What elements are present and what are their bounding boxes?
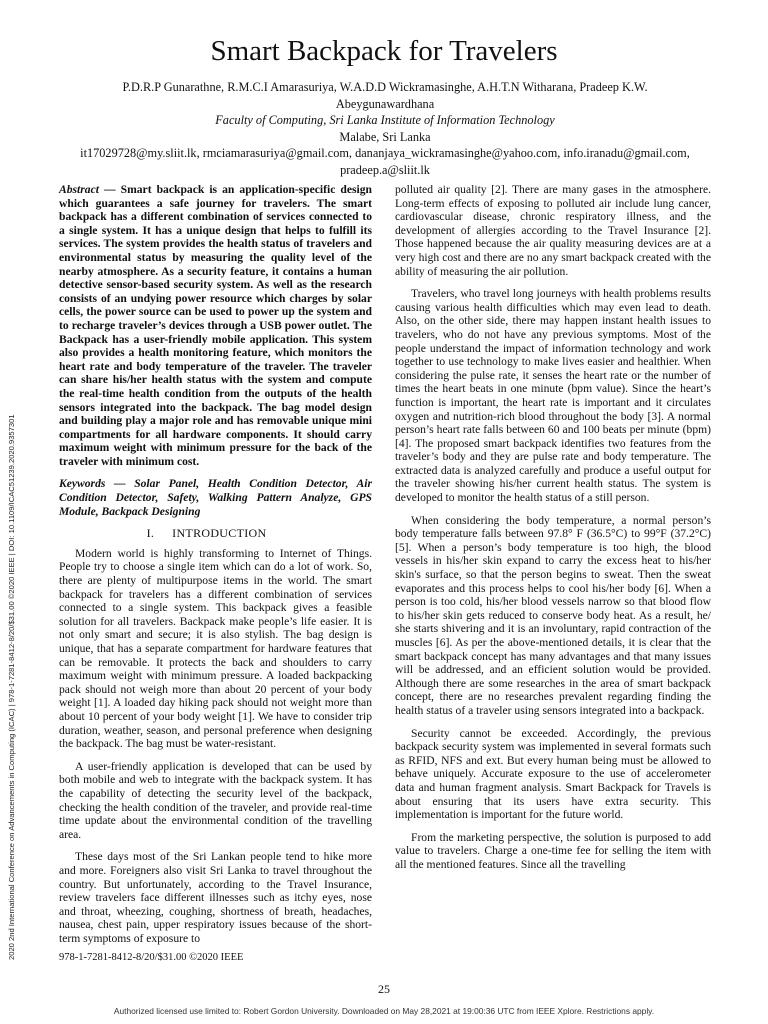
section-heading-introduction xyxy=(59,527,372,541)
keywords: Keywords — Solar Panel, Health Condition Detector, Air Condition Detector, Safety, Walking Pattern Analyze, GPS Module, Backpack Designing xyxy=(59,477,372,518)
paragraph-continued: polluted air quality [2]. There are many gases in the atmosphere. Long-term effects of exposing to polluted air include lung cancer, cardiovascular disease, chronic respiratory illness, and the development of allergies according to the Travel Insurance [2]. Those happened because the air quality measuring devices are at a very high cost and there are no any smart backpack created with the ability of measuring the air pollution. xyxy=(395,183,711,278)
location: Malabe, Sri Lanka xyxy=(339,129,431,144)
conference-sidebar: 2020 2nd International Conference on Advancements in Computing (ICAC) | 978-1-7281-8412-8/20/$31.00 ©2020 IEEE | DOI: 10.1109/ICAC51239.2020.9357301 xyxy=(7,414,16,960)
paragraph: A user-friendly application is developed that can be used by both mobile and web to integrate with the backpack system. It has the capability of detecting the security level of the backpack, checking the health condition of the traveler, and provide real-time time update about the environmental condition of the travelling area. xyxy=(59,759,372,841)
emails-line-2: pradeep.a@sliit.lk xyxy=(340,162,430,177)
emails-line-1: it17029728@my.sliit.lk, rmciamarasuriya@gmail.com, dananjaya_wickramasinghe@yahoo.com, info.iranadu@gmail.com, xyxy=(80,146,690,160)
authors-line-2: Abeygunawardhana xyxy=(335,96,435,111)
license-footer: Authorized licensed use limited to: Robert Gordon University. Downloaded on May 28,2021 at 19:00:36 UTC from IEEE Xplore. Restrictions apply. xyxy=(113,1006,655,1016)
abstract-label: Abstract xyxy=(59,183,99,196)
paragraph: When considering the body temperature, a normal person’s body temperature falls between 97.8° F (36.5°C) to 99°F (37.2°C) [5]. When a person’s body temperature is too high, the blood vessels in his/her skin expand to carry the excess heat to his/her skin's surface, so that the person begins to sweat. Then the sweat evaporates and this process helps to cool his/her body [6]. When a person is too cold, his/her blood vessels narrow so that blood flow to his/her skin gets reduced to conserve body heat. As a result, he/ she starts shivering and it is an involuntary, rapid contraction of the muscles [6]. As per the above-mentioned details, it is clear that the smart backpack concept has many advantages and that many issues will be addressed, and an efficient solution would be provided. Although there are some researches in the area of smart backpack concept, there are no researches prevalent regarding finding the health status of a traveler using sensors integrated into a backpack. xyxy=(395,513,711,717)
paragraph: Modern world is highly transforming to Internet of Things. People try to choose a single item which can do a lot of work. So, there are plenty of multipurpose items in the world. The smart backpack for travelers has a different combination of services connected to a single system. This backpack gives a feasible solution for all travelers. Backpack make people’s life easier. It is not only smart and secure; it is also stylish. The bag design is unique, that has a separate compartment for hardware features that can be removable. It protects the back and shoulders to carry maximum weight with minimum pressure. A loaded backpacking pack should not weigh more than about 20 percent of your body weight [1]. A loaded day hiking pack should not weight more than about 10 percent of your body weight [1]. We have to consider trip duration, weather, season, and personal preference when designing the backpack. The bag must be water-resistant. xyxy=(59,546,372,751)
section-number: I. xyxy=(146,526,155,541)
author-block xyxy=(60,79,710,178)
paragraph: From the marketing perspective, the solution is purposed to add value to travelers. Charge a one-time fee for selling the item with all the mentioned features. Since all the travelling xyxy=(395,830,711,871)
paper-title: Smart Backpack for Travelers xyxy=(210,35,558,67)
affiliation: Faculty of Computing, Sri Lanka Institute of Information Technology xyxy=(215,113,555,127)
section-title: INTRODUCTION xyxy=(172,526,267,541)
paragraph: Travelers, who travel long journeys with health problems results causing various health difficulties which may even lead to death. Also, on the other side, there may happen instant health issues to travelers, who do not have any previous symptoms. Most of the people understand the impact of information technology and work together to use technology to make lives easier and healthier. When considering the pulse rate, it senses the heart rate or the number of times the heart beats in one minute (bpm value). Since the heart’s function is important, the heart rate is important and it circulates oxygen and nutrition-rich blood throughout the body [3]. A normal person’s heart rate falls between 60 and 100 beats per minute (bpm) [4]. The proposed smart backpack identifies two features from the traveler’s body and they are pulse rate and body temperature. The extracted data is analyzed carefully and produce a useful output for the traveler showing his/her current health status. The system is developed to monitor the health status of a still person. xyxy=(395,287,711,505)
paragraph: These days most of the Sri Lankan people tend to hike more and more. Foreigners also visit Sri Lanka to travel throughout the country. But unfortunately, according to the Travel Insurance, review travelers face different illnesses such as itchy eyes, nose and throat, wheezing, coughing, shortness of breath, headaches, nausea, chest pain, upper respiratory issues because of the short-term symptoms of exposure to xyxy=(59,850,372,945)
abstract-text: — Smart backpack is an application-specific design which guarantees a safe journey for travelers. The smart backpack has a different combination of services connected to a single system. It has a unique design that helps to fulfill its services. The system provides the health status of travelers and environmental status by measuring the quality level of the nearby atmosphere. As a security feature, it contains a human detective sensor-based security system. As well as the research consists of an undying power resource which charges by solar cells, the power source can be used to power up the system and to recharge traveler’s devices through a USB power outlet. The Backpack has a user-friendly mobile application. This system also provides a health monitoring feature, which monitors the heart rate and body temperature of the traveler. The traveler can share his/her health status with the system and compute the real-time health condition from the outputs of the health sensors integrated into the backpack. The bag model design and building play a major role and has removable unique mini compartments for all hardware components. It should carry maximum weight with minimum pressure for the back of the traveler with minimum cost. xyxy=(59,183,372,468)
copyright-notice: 978-1-7281-8412-8/20/$31.00 ©2020 IEEE xyxy=(59,952,244,963)
right-column xyxy=(395,183,711,881)
paragraph: Security cannot be exceeded. Accordingly, the previous backpack security system was implemented in several formats such as RFID, NFS and ext. But every human being must be allowed to behave uniquely. Accurate exposure to the use of accelerometer data and human fragment analysis. Smart Backpack for Travels is about ensuring that its users have extra security. This implementation is important for the future world. xyxy=(395,726,711,822)
page-number: 25 xyxy=(378,982,390,996)
left-column xyxy=(59,183,372,954)
authors-line-1: P.D.R.P Gunarathne, R.M.C.I Amarasuriya, W.A.D.D Wickramasinghe, A.H.T.N Witharana, Pradeep K.W. xyxy=(122,80,648,94)
abstract xyxy=(59,183,372,468)
